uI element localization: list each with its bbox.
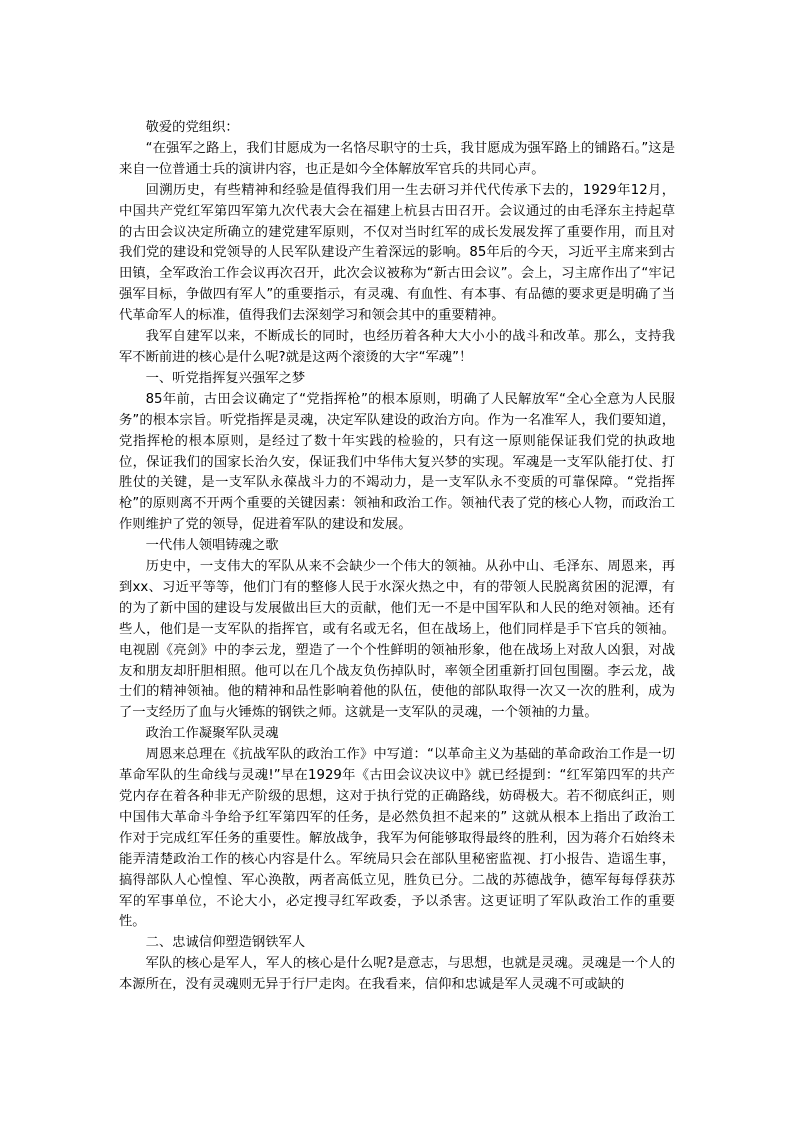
paragraph-soldier-soul: 军队的核心是军人，军人的核心是什么呢?是意志，与思想，也就是灵魂。灵魂是一个人的本源所在，没有灵魂则无异于行尸走肉。在我看来，信仰和忠诚是军人灵魂不可或缺的 <box>119 956 675 993</box>
section-heading-2: 二、忠诚信仰塑造钢铁军人 <box>145 935 306 951</box>
salutation: 敬爱的党组织： <box>145 120 239 135</box>
document-page <box>119 118 675 996</box>
paragraph-opening-quote: “在强军之路上，我们甘愿成为一名恪尽职守的士兵，我甘愿成为强军路上的铺路石。”这是来自一位普通士兵的演讲内容，也正是如今全体解放军官兵的共同心声。 <box>119 140 675 177</box>
paragraph-history: 回溯历史，有些精神和经验是值得我们用一生去研习并代代传承下去的，1929年12月，中国共产党红军第四军第九次代表大会在福建上杭县古田召开。会议通过的由毛泽东主持起草的古田会议决定所确立的建党建军原则，不仅对当时红军的成长发展发挥了重要作用，而且对我们党的建设和党领导的人民军队建设产生着深远的影响。85年后的今天，习近平主席来到古田镇，全军政治工作会议再次召开，此次会议被称为“新古田会议”。会上，习主席作出了“牢记强军目标，争做四有军人”的重要指示，有灵魂、有血性、有本事、有品德的要求更是明确了当代革命军人的标准，值得我们去深刻学习和领会其中的重要精神。 <box>119 182 675 324</box>
paragraph-party-command: 85年前，古田会议确定了“党指挥枪”的根本原则，明确了人民解放军“全心全意为人民服务”的根本宗旨。听党指挥是灵魂，决定军队建设的政治方向。作为一名准军人，我们要知道，党指挥枪的根本原则，是经过了数十年实践的检验的，只有这一原则能保证我们党的执政地位，保证我们的国家长治久安，保证我们中华伟大复兴梦的实现。军魂是一支军队能打仗、打胜仗的关键，是一支军队永葆战斗力的不竭动力，是一支军队永不变质的可靠保障。“党指挥枪”的原则离不开两个重要的关键因素：领袖和政治工作。领袖代表了党的核心人物，而政治工作则维护了党的领导，促进着军队的建设和发展。 <box>119 391 675 533</box>
paragraph-political-work: 周恩来总理在《抗战军队的政治工作》中写道：“以革命主义为基础的革命政治工作是一切革命军队的生命线与灵魂!”早在1929年《古田会议决议中》就已经提到：“红军第四军的共产党内存在着各种非无产阶级的思想，这对于执行党的正确路线，妨碍极大。若不彻底纠正，则中国伟大革命斗争给予红军第四军的任务，是必然负担不起来的” 这就从根本上指出了政治工作对于完成红军任务的重要性。解放战争，我军为何能够取得最终的胜利，因为蒋介石始终未能弄清楚政治工作的核心内容是什么。军统局只会在部队里秘密监视、打小报告、造谣生事，搞得部队人心惶惶、军心涣散，两者高低立见，胜负已分。二战的苏德战争，德军每每俘获苏军的军事单位，不论大小，必定搜寻红军政委，予以杀害。这更证明了军队政治工作的重要性。 <box>119 747 675 930</box>
paragraph-army-soul: 我军自建军以来，不断成长的同时，也经历着各种大大小小的战斗和改革。那么，支持我军不断前进的核心是什么呢?就是这两个滚烫的大字“军魂”！ <box>119 329 675 365</box>
section-heading-1: 一、听党指挥复兴强军之梦 <box>145 370 306 386</box>
subheading-political-work: 政治工作凝聚军队灵魂 <box>145 726 279 742</box>
paragraph-leaders: 历史中，一支伟大的军队从来不会缺少一个伟大的领袖。从孙中山、毛泽东、周恩来，再到xx、习近平等等，他们门有的整修人民于水深火热之中，有的带领人民脱离贫困的泥潭，有的为了新中国的建设与发展做出巨大的贡献，他们无一不是中国军队和人民的绝对领袖。还有些人，他们是一支军队的指挥官，或有名或无名，但在战场上，他们同样是手下官兵的领袖。电视剧《亮剑》中的李云龙，塑造了一个个性鲜明的领袖形象，他在战场上对敌人凶狠，对战友和朋友却肝胆相照。他可以在几个战友负伤掉队时，率领全团重新打回包围圈。李云龙，战士们的精神领袖。他的精神和品性影响着他的队伍，使他的部队取得一次又一次的胜利，成为了一支经历了血与火锤炼的钢铁之师。这就是一支军队的灵魂，一个领袖的力量。 <box>119 559 675 721</box>
subheading-leaders: 一代伟人领唱铸魂之歌 <box>145 538 279 554</box>
